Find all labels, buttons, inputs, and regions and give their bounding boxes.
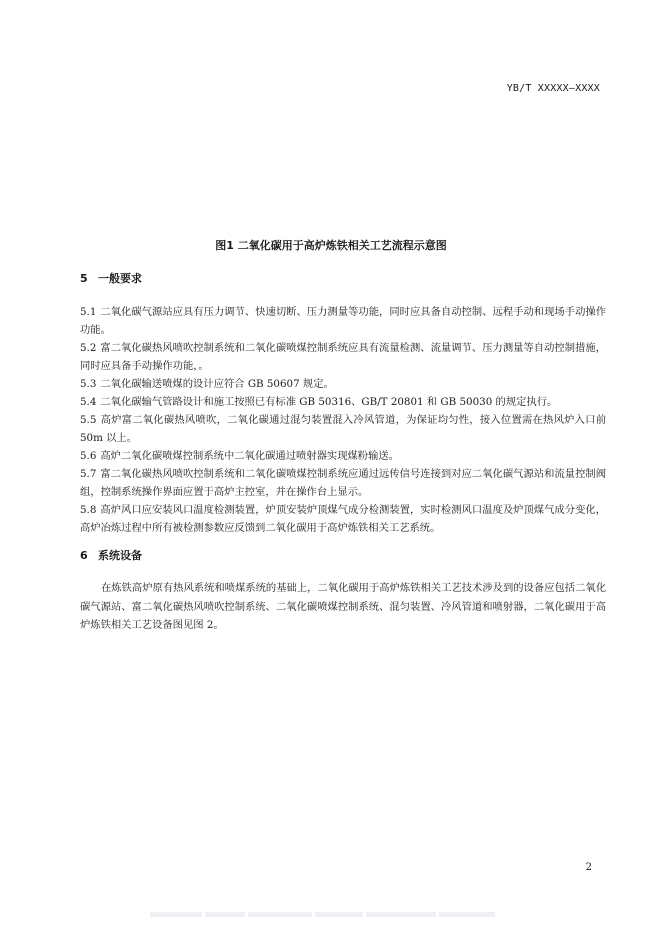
clause-5-3 [80,375,606,393]
clause-text: 二氧化碳气源站应具有压力调节、快速切断、压力测量等功能，同时应具备自动控制、远程手动和现场手动操作功能。 [80,306,606,336]
page-number: 2 [585,862,592,873]
clause-number: 5.1 [80,306,97,318]
clause-5-8 [80,501,606,537]
clause-5-7 [80,465,606,501]
clause-number: 5.7 [80,468,97,480]
clause-number: 5.5 [80,414,97,426]
clause-number: 5.4 [80,396,97,408]
figure-caption: 图1 二氧化碳用于高炉炼铁相关工艺流程示意图 [215,239,447,252]
section-number: 5 [80,272,88,285]
section-5-heading [80,270,142,286]
section-5-clauses [80,303,606,537]
clause-text: 高炉风口应安装风口温度检测装置，炉顶安装炉顶煤气成分检测装置，实时检测风口温度及炉顶煤气成分变化，高炉冶炼过程中所有被检测参数应反馈到二氧化碳用于高炉炼铁相关工艺系统。 [80,504,606,534]
watermark-block [205,912,245,917]
section-title: 系统设备 [98,549,142,562]
watermark-block [315,912,363,917]
watermark-block [248,912,312,917]
clause-number: 5.8 [80,504,97,516]
watermark-block [366,912,436,917]
clause-text: 二氧化碳输气管路设计和施工按照已有标准 GB 50316、GB/T 20801 和 GB 50030 的规定执行。 [100,396,558,408]
watermark-image [150,905,510,917]
clause-5-4 [80,393,606,411]
clause-text: 高炉富二氧化碳热风喷吹，二氧化碳通过混匀装置混入冷风管道，为保证均匀性，接入位置需在热风炉入口前 50m 以上。 [80,414,606,444]
watermark-block [439,912,495,917]
section-number: 6 [80,549,88,562]
clause-text: 富二氧化碳热风喷吹控制系统和二氧化碳喷煤控制系统应通过远传信号连接到对应二氧化碳气源站和流量控制阀组，控制系统操作界面应置于高炉主控室，并在操作台上显示。 [80,468,606,498]
clause-text: 高炉二氧化碳喷煤控制系统中二氧化碳通过喷射器实现煤粉输送。 [100,450,399,462]
clause-5-5 [80,411,606,447]
clause-5-6 [80,447,606,465]
clause-text: 二氧化碳输送喷煤的设计应符合 GB 50607 规定。 [100,378,334,390]
clause-5-2 [80,339,606,375]
section-6-heading [80,547,142,563]
clause-number: 5.6 [80,450,97,462]
clause-number: 5.3 [80,378,97,390]
clause-5-1 [80,303,606,339]
section-6-paragraph: 在炼铁高炉原有热风系统和喷煤系统的基础上，二氧化碳用于高炉炼铁相关工艺技术涉及到的设备应包括二氧化碳气源站、富二氧化碳热风喷吹控制系统、二氧化碳喷煤控制系统、混匀装置、冷风管道和喷射器，二氧化碳用于高炉炼铁相关工艺设备图见图 2。 [80,582,606,631]
clause-text: 富二氧化碳热风喷吹控制系统和二氧化碳喷煤控制系统应具有流量检测、流量调节、压力测量等自动控制措施，同时应具备手动操作功能，。 [80,342,606,372]
standard-code: YB/T XXXXX—XXXX [506,83,600,94]
section-title: 一般要求 [98,272,142,285]
clause-number: 5.2 [80,342,97,354]
watermark-block [150,912,202,917]
